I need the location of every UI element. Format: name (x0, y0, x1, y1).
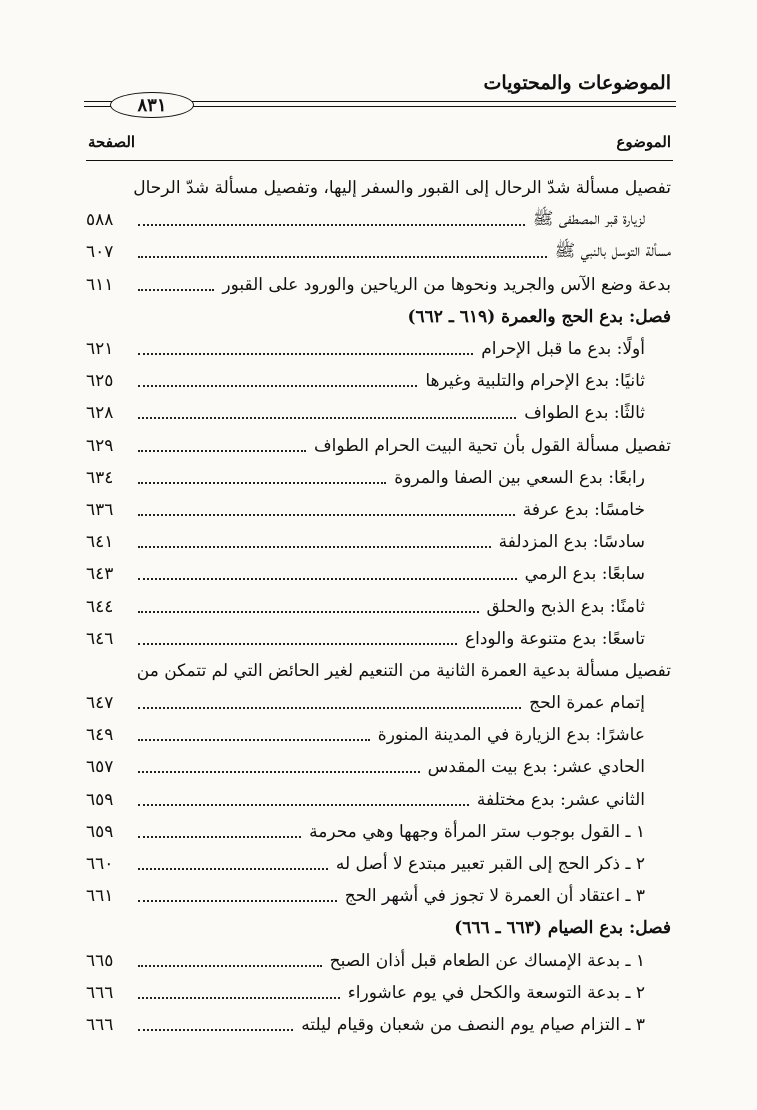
entry-title: خامسًا: بدع عرفة (522, 499, 645, 520)
dot-leader (138, 868, 328, 870)
running-header-title: الموضوعات والمحتويات (483, 72, 671, 94)
entry-title: رابعًا: بدع السعي بين الصفا والمروة (394, 467, 645, 488)
dot-leader (138, 997, 340, 999)
toc-entry (86, 172, 671, 204)
dot-leader (138, 385, 417, 387)
dot-leader (138, 1029, 293, 1031)
toc-entry (86, 687, 671, 719)
toc-entry (86, 397, 671, 429)
entry-page-number: ٦٠٧ (86, 242, 114, 263)
toc-entry (86, 558, 671, 590)
entry-title: ١ ـ بدعة الإمساك عن الطعام قبل أذان الصبح (329, 950, 645, 971)
entry-page-number: ٦٤٩ (86, 725, 114, 746)
dot-leader (138, 900, 337, 902)
entry-title: بدعة وضع الآس والجريد ونحوها من الرياحين والورود على القبور (222, 274, 671, 295)
column-header-rule (86, 160, 673, 161)
column-headers (88, 133, 671, 157)
toc-entry (86, 655, 671, 687)
entry-page-number: ٦١١ (86, 274, 114, 295)
dot-leader (138, 289, 214, 291)
dot-leader (138, 643, 457, 645)
entry-title: عاشرًا: بدع الزيارة في المدينة المنورة (377, 725, 645, 746)
toc-entry (86, 204, 671, 236)
toc-entry (86, 623, 671, 655)
toc-entry (86, 430, 671, 462)
entry-title: سابعًا: بدع الرمي (524, 564, 645, 585)
entry-page-number: ٦٦٦ (86, 1014, 114, 1035)
entry-title: ثانيًا: بدع الإحرام والتلبية وغيرها (425, 371, 645, 392)
entry-page-number: ٦٤٦ (86, 628, 114, 649)
toc-entry (86, 719, 671, 751)
page-number-bar (84, 92, 676, 120)
section-heading (86, 912, 671, 944)
entry-title: تفصيل مسألة القول بأن تحية البيت الحرام الطواف (314, 435, 671, 456)
toc-entry (86, 236, 671, 268)
toc-entry (86, 945, 671, 977)
entry-title: ٣ ـ التزام صيام يوم النصف من شعبان وقيام ليلته (301, 1014, 645, 1035)
entry-page-number: ٦٤٤ (86, 596, 114, 617)
entry-page-number: ٦٥٩ (86, 821, 114, 842)
toc-entry (86, 462, 671, 494)
entry-title: ثامنًا: بدع الذبح والحلق (486, 596, 645, 617)
entry-title: أولًا: بدع ما قبل الإحرام (481, 339, 645, 360)
entry-title: لزيارة قبر المصطفى ﷺ (532, 208, 645, 229)
entry-title: الثاني عشر: بدع مختلفة (476, 789, 645, 810)
toc-entry (86, 590, 671, 622)
toc-entry (86, 526, 671, 558)
column-header-topic: الموضوع (616, 133, 671, 151)
dot-leader (138, 707, 521, 709)
entry-page-number: ٦٦٠ (86, 854, 114, 875)
dot-leader (138, 771, 420, 773)
entry-title: فصل: بدع الحج والعمرة (٦١٩ ـ ٦٦٢) (407, 306, 671, 327)
entry-page-number: ٦٣٦ (86, 499, 114, 520)
entry-page-number: ٥٨٨ (86, 210, 114, 231)
dot-leader (138, 482, 386, 484)
section-heading (86, 301, 671, 333)
dot-leader (138, 256, 547, 258)
dot-leader (138, 353, 473, 355)
entry-title: ٣ ـ اعتقاد أن العمرة لا تجوز في أشهر الحج (344, 886, 645, 907)
toc-entry (86, 751, 671, 783)
toc-entry (86, 880, 671, 912)
toc-entry (86, 333, 671, 365)
dot-leader (138, 836, 301, 838)
dot-leader (138, 739, 370, 741)
entry-title: تاسعًا: بدع متنوعة والوداع (464, 628, 645, 649)
entry-page-number: ٦٢٩ (86, 435, 114, 456)
dot-leader (138, 224, 525, 226)
dot-leader (138, 450, 306, 452)
toc-entry (86, 784, 671, 816)
entry-page-number: ٦٥٩ (86, 789, 114, 810)
entry-title: فصل: بدع الصيام (٦٦٣ ـ ٦٦٦) (454, 918, 671, 939)
entry-page-number: ٦٤٣ (86, 564, 114, 585)
entry-page-number: ٦٢٥ (86, 371, 114, 392)
entry-title: الحادي عشر: بدع بيت المقدس (427, 757, 645, 778)
toc-entry (86, 365, 671, 397)
toc-entry (86, 1009, 671, 1041)
dot-leader (138, 546, 491, 548)
entry-title: ثالثًا: بدع الطواف (524, 403, 645, 424)
entry-title: ٢ ـ ذكر الحج إلى القبر تعبير مبتدع لا أصل له (335, 854, 645, 875)
toc-entry (86, 848, 671, 880)
entry-page-number: ٦٦١ (86, 886, 114, 907)
entry-title: إتمام عمرة الحج (529, 693, 645, 714)
entry-title: تفصيل مسألة بدعية العمرة الثانية من التنعيم لغير الحائض التي لم تتمكن من (136, 660, 671, 681)
dot-leader (138, 611, 479, 613)
column-header-page: الصفحة (88, 133, 136, 151)
toc-entry (86, 269, 671, 301)
toc-entry (86, 977, 671, 1009)
entry-title: تفصيل مسألة شدّ الرحال إلى القبور والسفر إليها، وتفصيل مسألة شدّ الرحال (133, 178, 671, 199)
dot-leader (138, 804, 469, 806)
entry-title: مسألة التوسل بالنبي ﷺ (554, 240, 671, 261)
entry-page-number: ٦٢١ (86, 339, 114, 360)
dot-leader (138, 965, 322, 967)
entry-title: ٢ ـ بدعة التوسعة والكحل في يوم عاشوراء (347, 982, 645, 1003)
entry-title: ١ ـ القول بوجوب ستر المرأة وجهها وهي محرمة (309, 821, 645, 842)
dot-leader (138, 578, 517, 580)
entry-page-number: ٦٤١ (86, 532, 114, 553)
entry-page-number: ٦٥٧ (86, 757, 114, 778)
page-number: ٨٣١ (110, 92, 194, 118)
toc-entry (86, 494, 671, 526)
toc-entries (86, 172, 671, 1041)
entry-page-number: ٦٦٦ (86, 982, 114, 1003)
dot-leader (138, 514, 515, 516)
dot-leader (138, 417, 516, 419)
entry-page-number: ٦٣٤ (86, 467, 114, 488)
entry-page-number: ٦٦٥ (86, 950, 114, 971)
toc-entry (86, 816, 671, 848)
entry-title: سادسًا: بدع المزدلفة (498, 532, 645, 553)
entry-page-number: ٦٢٨ (86, 403, 114, 424)
entry-page-number: ٦٤٧ (86, 693, 114, 714)
